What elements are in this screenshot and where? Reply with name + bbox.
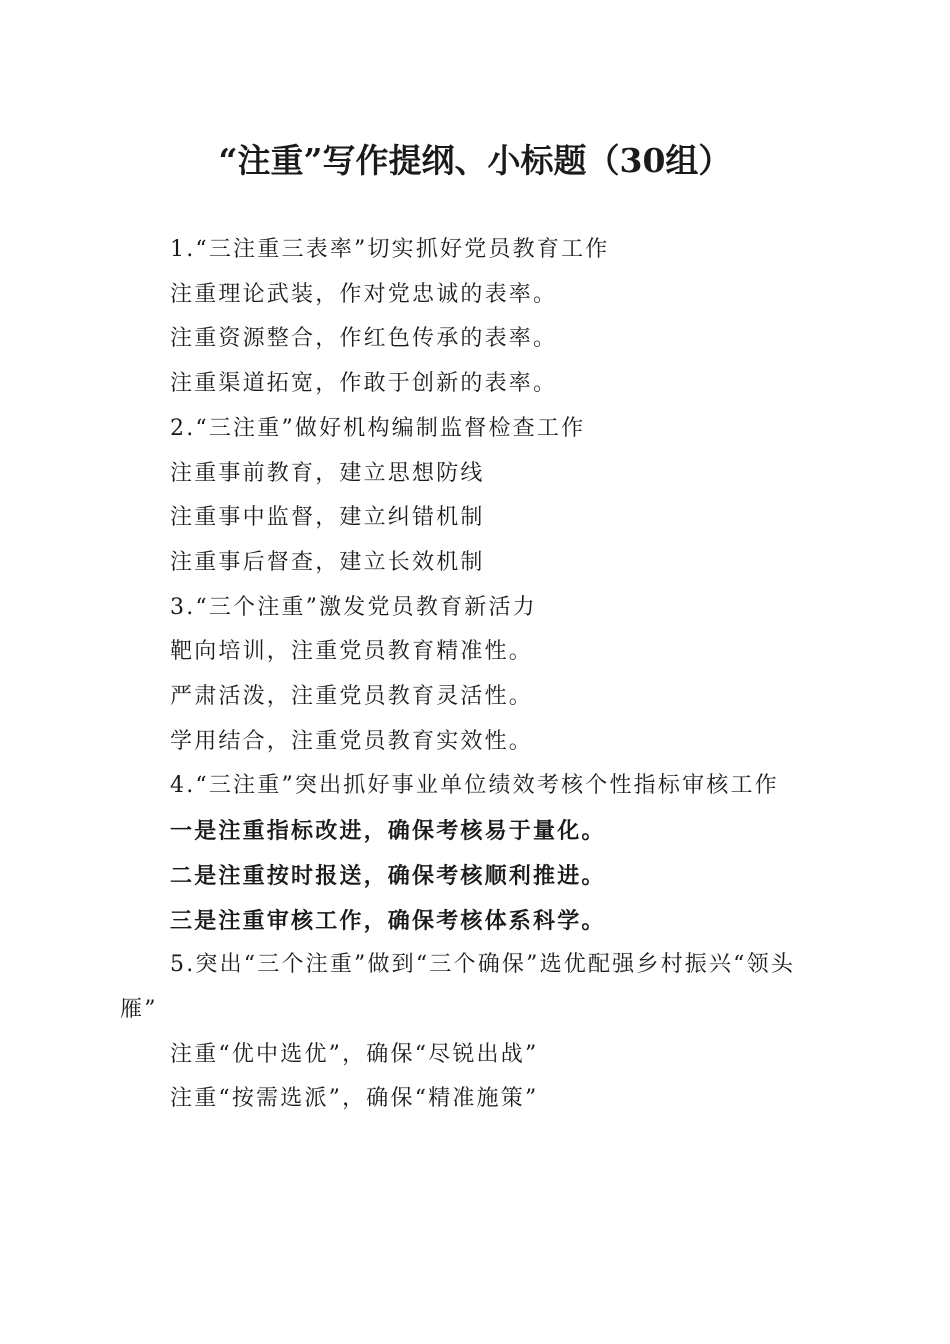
outline-item: 二是注重按时报送，确保考核顺利推进。 — [170, 862, 606, 889]
outline-item: 注重事中监督，建立纠错机制 — [170, 505, 485, 531]
outline-item: 三是注重审核工作，确保考核体系科学。 — [170, 907, 606, 934]
page-title: “注重”写作提纲、小标题（30组） — [218, 141, 732, 180]
section-heading-2: 2.“三注重”做好机构编制监督检查工作 — [170, 415, 586, 441]
outline-item: 注重理论武装，作对党忠诚的表率。 — [170, 281, 558, 307]
section-heading-5: 5.突出“三个注重”做到“三个确保”选优配强乡村振兴“领头雁” — [120, 952, 796, 1022]
section-heading-4: 4.“三注重”突出抓好事业单位绩效考核个性指标审核工作 — [170, 773, 779, 799]
outline-item: 严肃活泼，注重党员教育灵活性。 — [170, 684, 534, 710]
section-heading-3: 3.“三个注重”激发党员教育新活力 — [170, 594, 537, 620]
outline-item: 一是注重指标改进，确保考核易于量化。 — [170, 818, 606, 845]
outline-item: 学用结合，注重党员教育实效性。 — [170, 728, 534, 754]
outline-item: 注重“优中选优”，确保“尽锐出战” — [170, 1041, 539, 1067]
outline-item: 注重事后督查，建立长效机制 — [170, 549, 485, 575]
outline-item: 注重“按需选派”，确保“精准施策” — [170, 1086, 539, 1112]
outline-item: 靶向培训，注重党员教育精准性。 — [170, 639, 534, 665]
outline-item: 注重资源整合，作红色传承的表率。 — [170, 326, 558, 352]
section-heading-1: 1.“三注重三表率”切实抓好党员教育工作 — [170, 237, 610, 262]
document-body — [120, 228, 828, 1122]
outline-item: 注重事前教育，建立思想防线 — [170, 460, 485, 486]
outline-item: 注重渠道拓宽，作敢于创新的表率。 — [170, 371, 558, 397]
